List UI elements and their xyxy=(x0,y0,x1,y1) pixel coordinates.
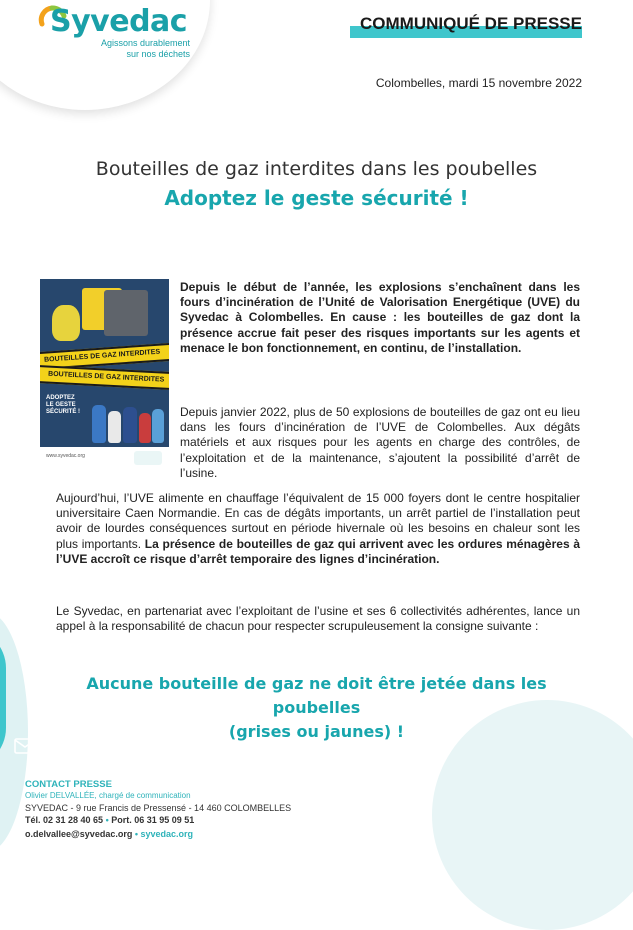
poster-yellow-bag xyxy=(52,305,80,341)
key-instruction xyxy=(40,672,593,744)
separator-dot: • xyxy=(105,815,109,825)
brand-name: Syvedac xyxy=(50,4,188,39)
poster-logo-icon xyxy=(134,451,162,465)
poster-slogan xyxy=(46,395,86,416)
campaign-poster-image xyxy=(40,279,169,471)
tagline-line-1: Agissons durablement xyxy=(100,38,190,48)
poster-gas-bottle xyxy=(108,411,121,443)
contact-name: Olivier DELVALLÉE, chargé de communication xyxy=(25,791,191,800)
press-label: COMMUNIQUÉ DE PRESSE xyxy=(360,14,582,33)
contact-links xyxy=(25,829,193,839)
release-date: Colombelles, mardi 15 novembre 2022 xyxy=(375,76,582,90)
paragraph-heating-emphasis: La présence de bouteilles de gaz qui arrivent avec les ordures ménagères à l’UVE accroît ce risque d’arrêt temporaire des lignes d’incinération. xyxy=(56,536,580,566)
mail-icon xyxy=(14,738,36,754)
poster-url: www.syvedac.org xyxy=(46,453,85,459)
contact-port: Port. 06 31 95 09 51 xyxy=(111,815,195,825)
contact-phones xyxy=(25,815,194,825)
poster-slogan-line: ADOPTEZ xyxy=(46,395,75,401)
brand-tagline xyxy=(80,38,190,60)
poster-warning-tape: BOUTEILLES DE GAZ INTERDITES xyxy=(40,342,169,371)
subheadline: Adoptez le geste sécurité ! xyxy=(164,186,469,210)
poster-gas-bottle xyxy=(152,409,164,443)
contact-email-link[interactable]: o.delvallee@syvedac.org xyxy=(25,829,133,839)
website-link[interactable]: syvedac.org xyxy=(140,829,194,839)
poster-gas-bottle xyxy=(139,413,151,443)
poster-gas-bottle xyxy=(92,405,106,443)
poster-slogan-line: SÉCURITÉ ! xyxy=(46,409,81,415)
key-instruction-line-1: Aucune bouteille de gaz ne doit être jetée dans les poubelles xyxy=(86,674,547,717)
paragraph-explosions: Depuis janvier 2022, plus de 50 explosions de bouteilles de gaz ont eu lieu dans les fours d’incinération de l’UVE de Colombelles. Aux dégâts matériels et aux risques pour les agents en charge des contrôles, de l’exploitation et de la maintenance, s’ajoutent la possibilité d’arrêt de l’usine. xyxy=(180,405,580,480)
headline: Bouteilles de gaz interdites dans les poubelles xyxy=(95,158,538,180)
paragraph-heating xyxy=(56,491,580,567)
contact-address: SYVEDAC - 9 rue Francis de Pressensé - 14 460 COLOMBELLES xyxy=(25,803,292,813)
poster-grey-bin xyxy=(104,290,148,336)
key-instruction-line-2: (grises ou jaunes) ! xyxy=(228,722,405,741)
poster-gas-bottle xyxy=(123,407,137,443)
paragraph-intro: Depuis le début de l’année, les explosions s’enchaînent dans les fours d’incinération de l’Unité de Valorisation Energétique (UVE) du Syvedac à Colombelles. En cause : les bouteilles de gaz dont la présence accrue fait peser des risques importants sur les agents et menace le bon fonctionnement, en continu, de l’installation. xyxy=(180,280,580,355)
contact-tel: Tél. 02 31 28 40 65 xyxy=(25,815,104,825)
poster-warning-tape: BOUTEILLES DE GAZ INTERDITES xyxy=(40,365,169,391)
paragraph-appeal: Le Syvedac, en partenariat avec l’exploitant de l’usine et ses 6 collectivités adhérentes, lance un appel à la responsabilité de chacun pour respecter scrupuleusement la consigne suivante : xyxy=(56,604,580,634)
paragraph-heating-text: Aujourd’hui, l’UVE alimente en chauffage l’équivalent de 15 000 foyers dont le centre hospitalier universitaire Caen Normandie. En cas de dégâts importants, un arrêt partiel de l’installation peut avoir de lourdes conséquences surtout en période hivernale où les besoins en chaleur sont les plus importants. xyxy=(56,491,580,551)
contact-title: CONTACT PRESSE xyxy=(25,779,112,790)
tagline-line-2: sur nos déchets xyxy=(126,49,190,59)
separator-dot: • xyxy=(134,829,138,839)
poster-slogan-line: LE GESTE xyxy=(46,402,76,408)
